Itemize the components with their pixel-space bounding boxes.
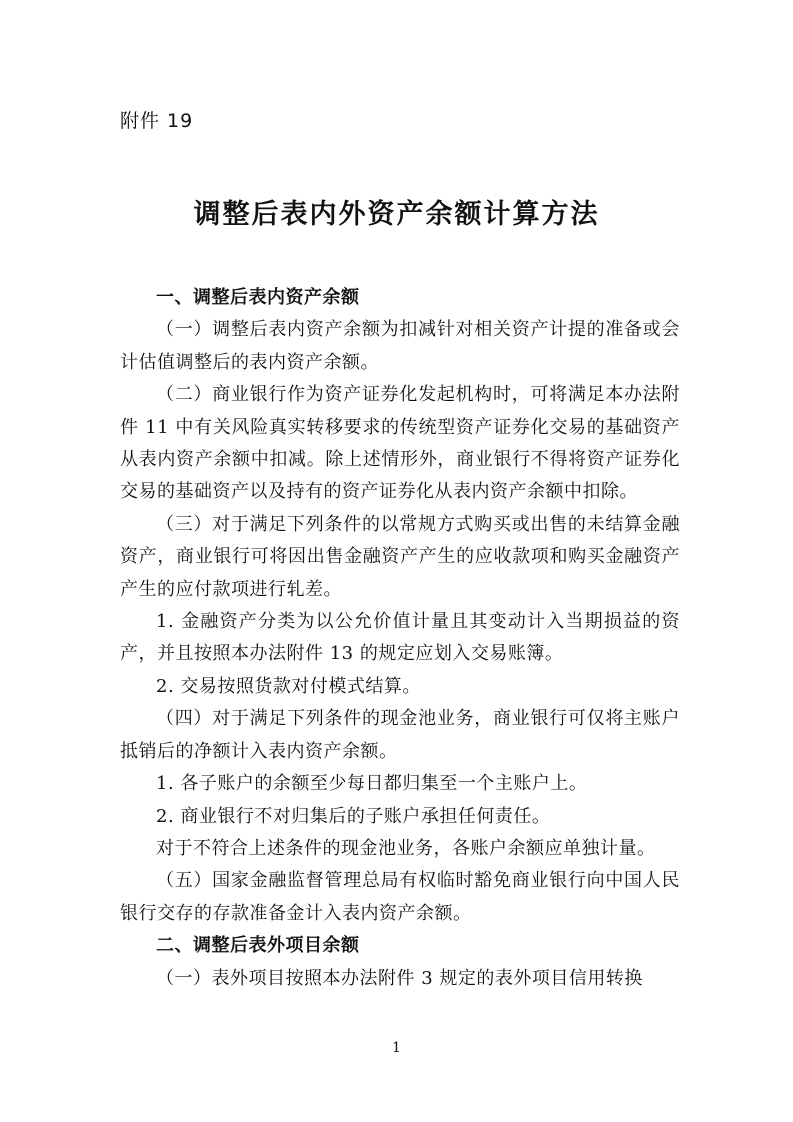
paragraph: （二）商业银行作为资产证券化发起机构时，可将满足本办法附件 11 中有关风险真实转移要求的传统型资产证券化交易的基础资产从表内资产余额中扣减。除上述情形外，商业银行不得将资产证券化交易的基础资产以及持有的资产证券化从表内资产余额中扣除。 [120,384,680,503]
section-heading: 二、调整后表外项目余额 [156,935,360,957]
paragraph: （一）调整后表内资产余额为扣减针对相关资产计提的准备或会计估值调整后的表内资产余额。 [120,319,680,373]
paragraph: 对于不符合上述条件的现金池业务，各账户余额应单独计量。 [156,837,656,859]
paragraph: （三）对于满足下列条件的以常规方式购买或出售的未结算金融资产，商业银行可将因出售金融资产产生的应收款项和购买金融资产产生的应付款项进行轧差。 [120,513,680,600]
paragraph: 1. 各子账户的余额至少每日都归集至一个主账户上。 [156,773,588,795]
paragraph: （五）国家金融监督管理总局有权临时豁免商业银行向中国人民银行交存的存款准备金计入表内资产余额。 [120,870,680,924]
paragraph: 1. 金融资产分类为以公允价值计量且其变动计入当期损益的资产，并且按照本办法附件 13 的规定应划入交易账簿。 [120,611,680,665]
paragraph: （四）对于满足下列条件的现金池业务，商业银行可仅将主账户抵销后的净额计入表内资产余额。 [120,708,680,762]
paragraph: （一）表外项目按照本办法附件 3 规定的表外项目信用转换 [156,967,643,989]
section-heading: 一、调整后表内资产余额 [156,287,360,308]
paragraph: 2. 交易按照货款对付模式结算。 [156,675,421,697]
document-title: 调整后表内外资产余额计算方法 [193,199,600,230]
paragraph: 2. 商业银行不对归集后的子账户承担任何责任。 [156,805,551,827]
attachment-label: 附件 19 [120,110,194,132]
document-body [120,282,680,995]
page-number: 1 [392,1040,401,1056]
